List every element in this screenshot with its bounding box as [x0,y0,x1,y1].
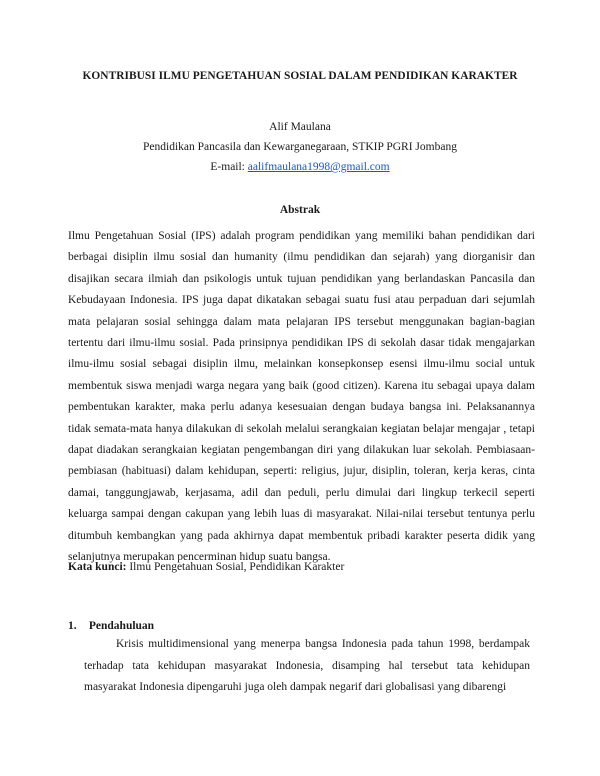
author-email-line [0,157,600,177]
author-affiliation: Pendidikan Pancasila dan Kewarganegaraan, STKIP PGRI Jombang [143,141,457,153]
keywords-label: Kata kunci: [68,561,127,573]
email-label: E-mail: [210,161,245,173]
section-title: Pendahuluan [88,620,155,632]
author-name: Alif Maulana [269,121,331,133]
abstract-text: Ilmu Pengetahuan Sosial (IPS) adalah program pendidikan yang memiliki bahan pendidikan dari berbagai disiplin ilmu sosial dan humanity (ilmu pendidikan dan sejarah) yang diorganisir dan disajikan secara ilmiah dan psikologis untuk tujuan pendidikan yang berlandaskan Pancasila dan Kebudayaan Indonesia. IPS juga dapat dikatakan sebagai suatu fusi atau perpaduan dari sejumlah mata pelajaran sosial sehingga dalam mata pelajaran IPS tersebut menggunakan bagian-bagian tertentu dari ilmu-ilmu sosial. Pada prinsipnya pendidikan IPS di sekolah dasar tidak mengajarkan ilmu-ilmu sosial sebagai disiplin ilmu, melainkan konsepkonsep esensi ilmu-ilmu social untuk membentuk siswa menjadi warga negara yang baik (good citizen). Karena itu sebagai upaya dalam pembentukan karakter, maka perlu adanya kesesuaian dengan budaya bangsa ini. Pelaksanannya tidak semata-mata hanya dilakukan di sekolah melalui serangkaian kegiatan belajar mengajar , tetapi dapat diadakan serangkaian kegiatan pengembangan diri yang dilakukan luar sekolah. Pembiasaan-pembiasan (habituasi) dalam kehidupan, seperti: religius, jujur, disiplin, toleran, kerja keras, cinta damai, tanggungjawab, kerjasama, adil dan peduli, perlu dimulai dari lingkup terkecil seperti keluarga sampai dengan cakupan yang lebih luas di masyarakat. Nilai-nilai tersebut tentunya perlu ditumbuh kembangkan yang pada akhirnya dapat membentuk pribadi karakter peserta didik yang selanjutnya merupakan pencerminan hidup suatu bangsa. [68,230,535,564]
author-block [0,117,600,177]
email-link[interactable]: aalifmaulana1998@gmail.com [247,161,390,173]
section-heading [68,620,154,632]
keywords-value: Ilmu Pengetahuan Sosial, Pendidikan Karakter [129,561,345,573]
section-number: 1. [68,620,77,632]
paper-title: KONTRIBUSI ILMU PENGETAHUAN SOSIAL DALAM PENDIDIKAN KARAKTER [82,70,518,82]
keywords-line [68,561,535,573]
section-body-text: Krisis multidimensional yang menerpa bangsa Indonesia pada tahun 1998, berdampak terhadap tata kehidupan masyarakat Indonesia, disamping hal tersebut tata kehidupan masyarakat Indonesia dipengaruhi juga oleh dampak negarif dari globalisasi yang dibarengi [84,638,530,694]
abstract-heading: Abstrak [279,204,321,216]
